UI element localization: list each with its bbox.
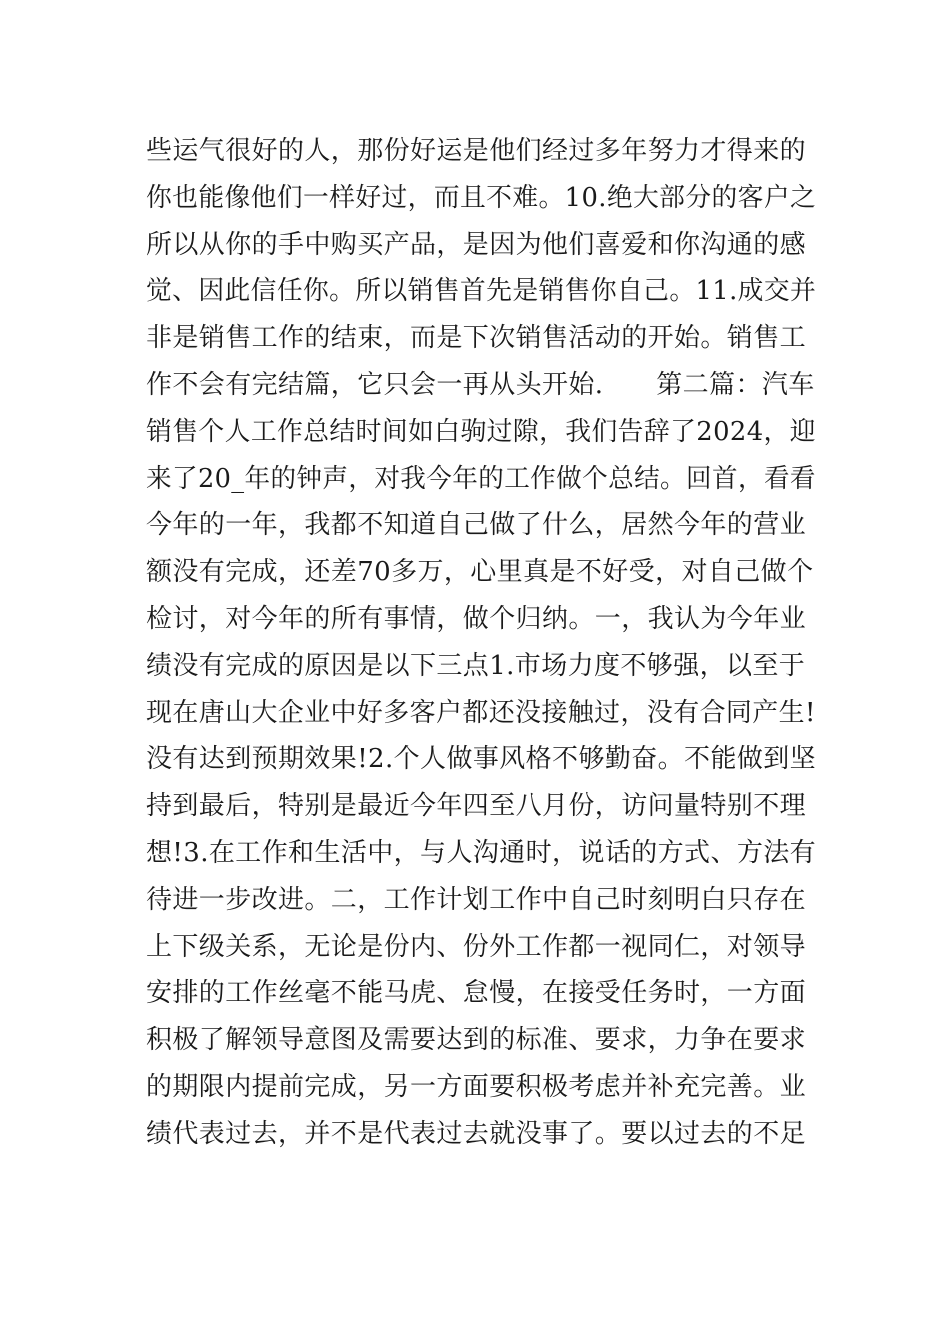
text-line: 绩代表过去，并不是代表过去就没事了。要以过去的不足 <box>146 1118 807 1149</box>
text-line: 上下级关系，无论是份内、份外工作都一视同仁，对领导 <box>146 931 807 962</box>
text-line: 你也能像他们一样好过，而且不难。10.绝大部分的客户之 <box>146 182 817 213</box>
text-line: 没有达到预期效果!2.个人做事风格不够勤奋。不能做到坚 <box>146 744 817 775</box>
text-line: 作不会有完结篇，它只会一再从头开始. 第二篇：汽车 <box>146 369 815 400</box>
text-line: 积极了解领导意图及需要达到的标准、要求，力争在要求 <box>146 1025 807 1056</box>
text-line: 安排的工作丝毫不能马虎、怠慢，在接受任务时，一方面 <box>146 978 807 1009</box>
text-line: 些运气很好的人，那份好运是他们经过多年努力才得来的 <box>146 136 807 166</box>
body-text <box>146 128 816 1158</box>
text-line: 来了20_年的钟声，对我今年的工作做个总结。回首，看看 <box>146 463 816 494</box>
text-line: 今年的一年，我都不知道自己做了什么，居然今年的营业 <box>146 510 807 541</box>
text-line: 待进一步改进。二，工作计划工作中自己时刻明白只存在 <box>146 884 807 915</box>
text-line: 想!3.在工作和生活中，与人沟通时，说话的方式、方法有 <box>146 837 817 868</box>
text-line: 额没有完成，还差70多万，心里真是不好受，对自己做个 <box>146 557 814 588</box>
text-line: 持到最后，特别是最近今年四至八月份，访问量特别不理 <box>146 791 807 822</box>
text-line: 现在唐山大企业中好多客户都还没接触过，没有合同产生! <box>146 697 816 728</box>
text-line: 觉、因此信任你。所以销售首先是销售你自己。11.成交并 <box>146 276 817 307</box>
text-line: 绩没有完成的原因是以下三点1.市场力度不够强，以至于 <box>146 650 806 681</box>
text-line: 检讨，对今年的所有事情，做个归纳。一，我认为今年业 <box>146 603 807 634</box>
text-line: 销售个人工作总结时间如白驹过隙，我们告辞了2024，迎 <box>146 416 816 447</box>
text-line: 所以从你的手中购买产品，是因为他们喜爱和你沟通的感 <box>146 229 807 260</box>
text-line: 的期限内提前完成，另一方面要积极考虑并补充完善。业 <box>146 1071 807 1102</box>
text-line: 非是销售工作的结束，而是下次销售活动的开始。销售工 <box>146 323 807 354</box>
